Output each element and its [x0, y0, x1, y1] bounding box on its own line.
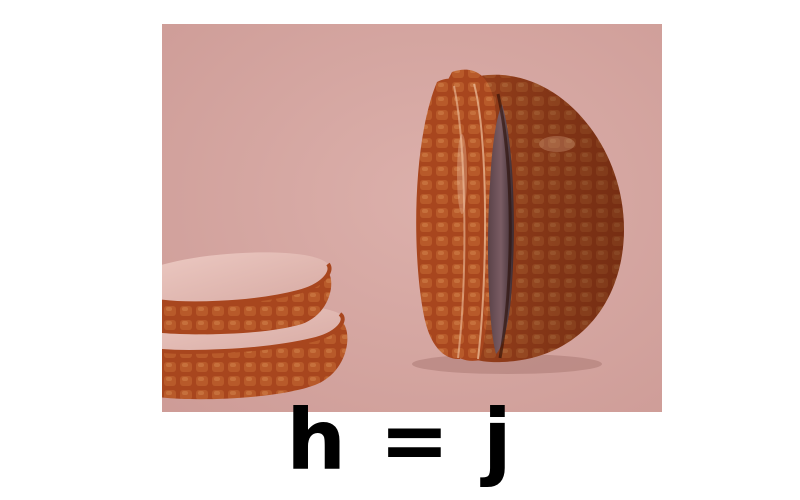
ham-illustration — [162, 24, 662, 412]
ham-slices — [162, 252, 347, 399]
ham-photo — [162, 24, 662, 412]
caption-equation: h = j — [286, 391, 514, 489]
